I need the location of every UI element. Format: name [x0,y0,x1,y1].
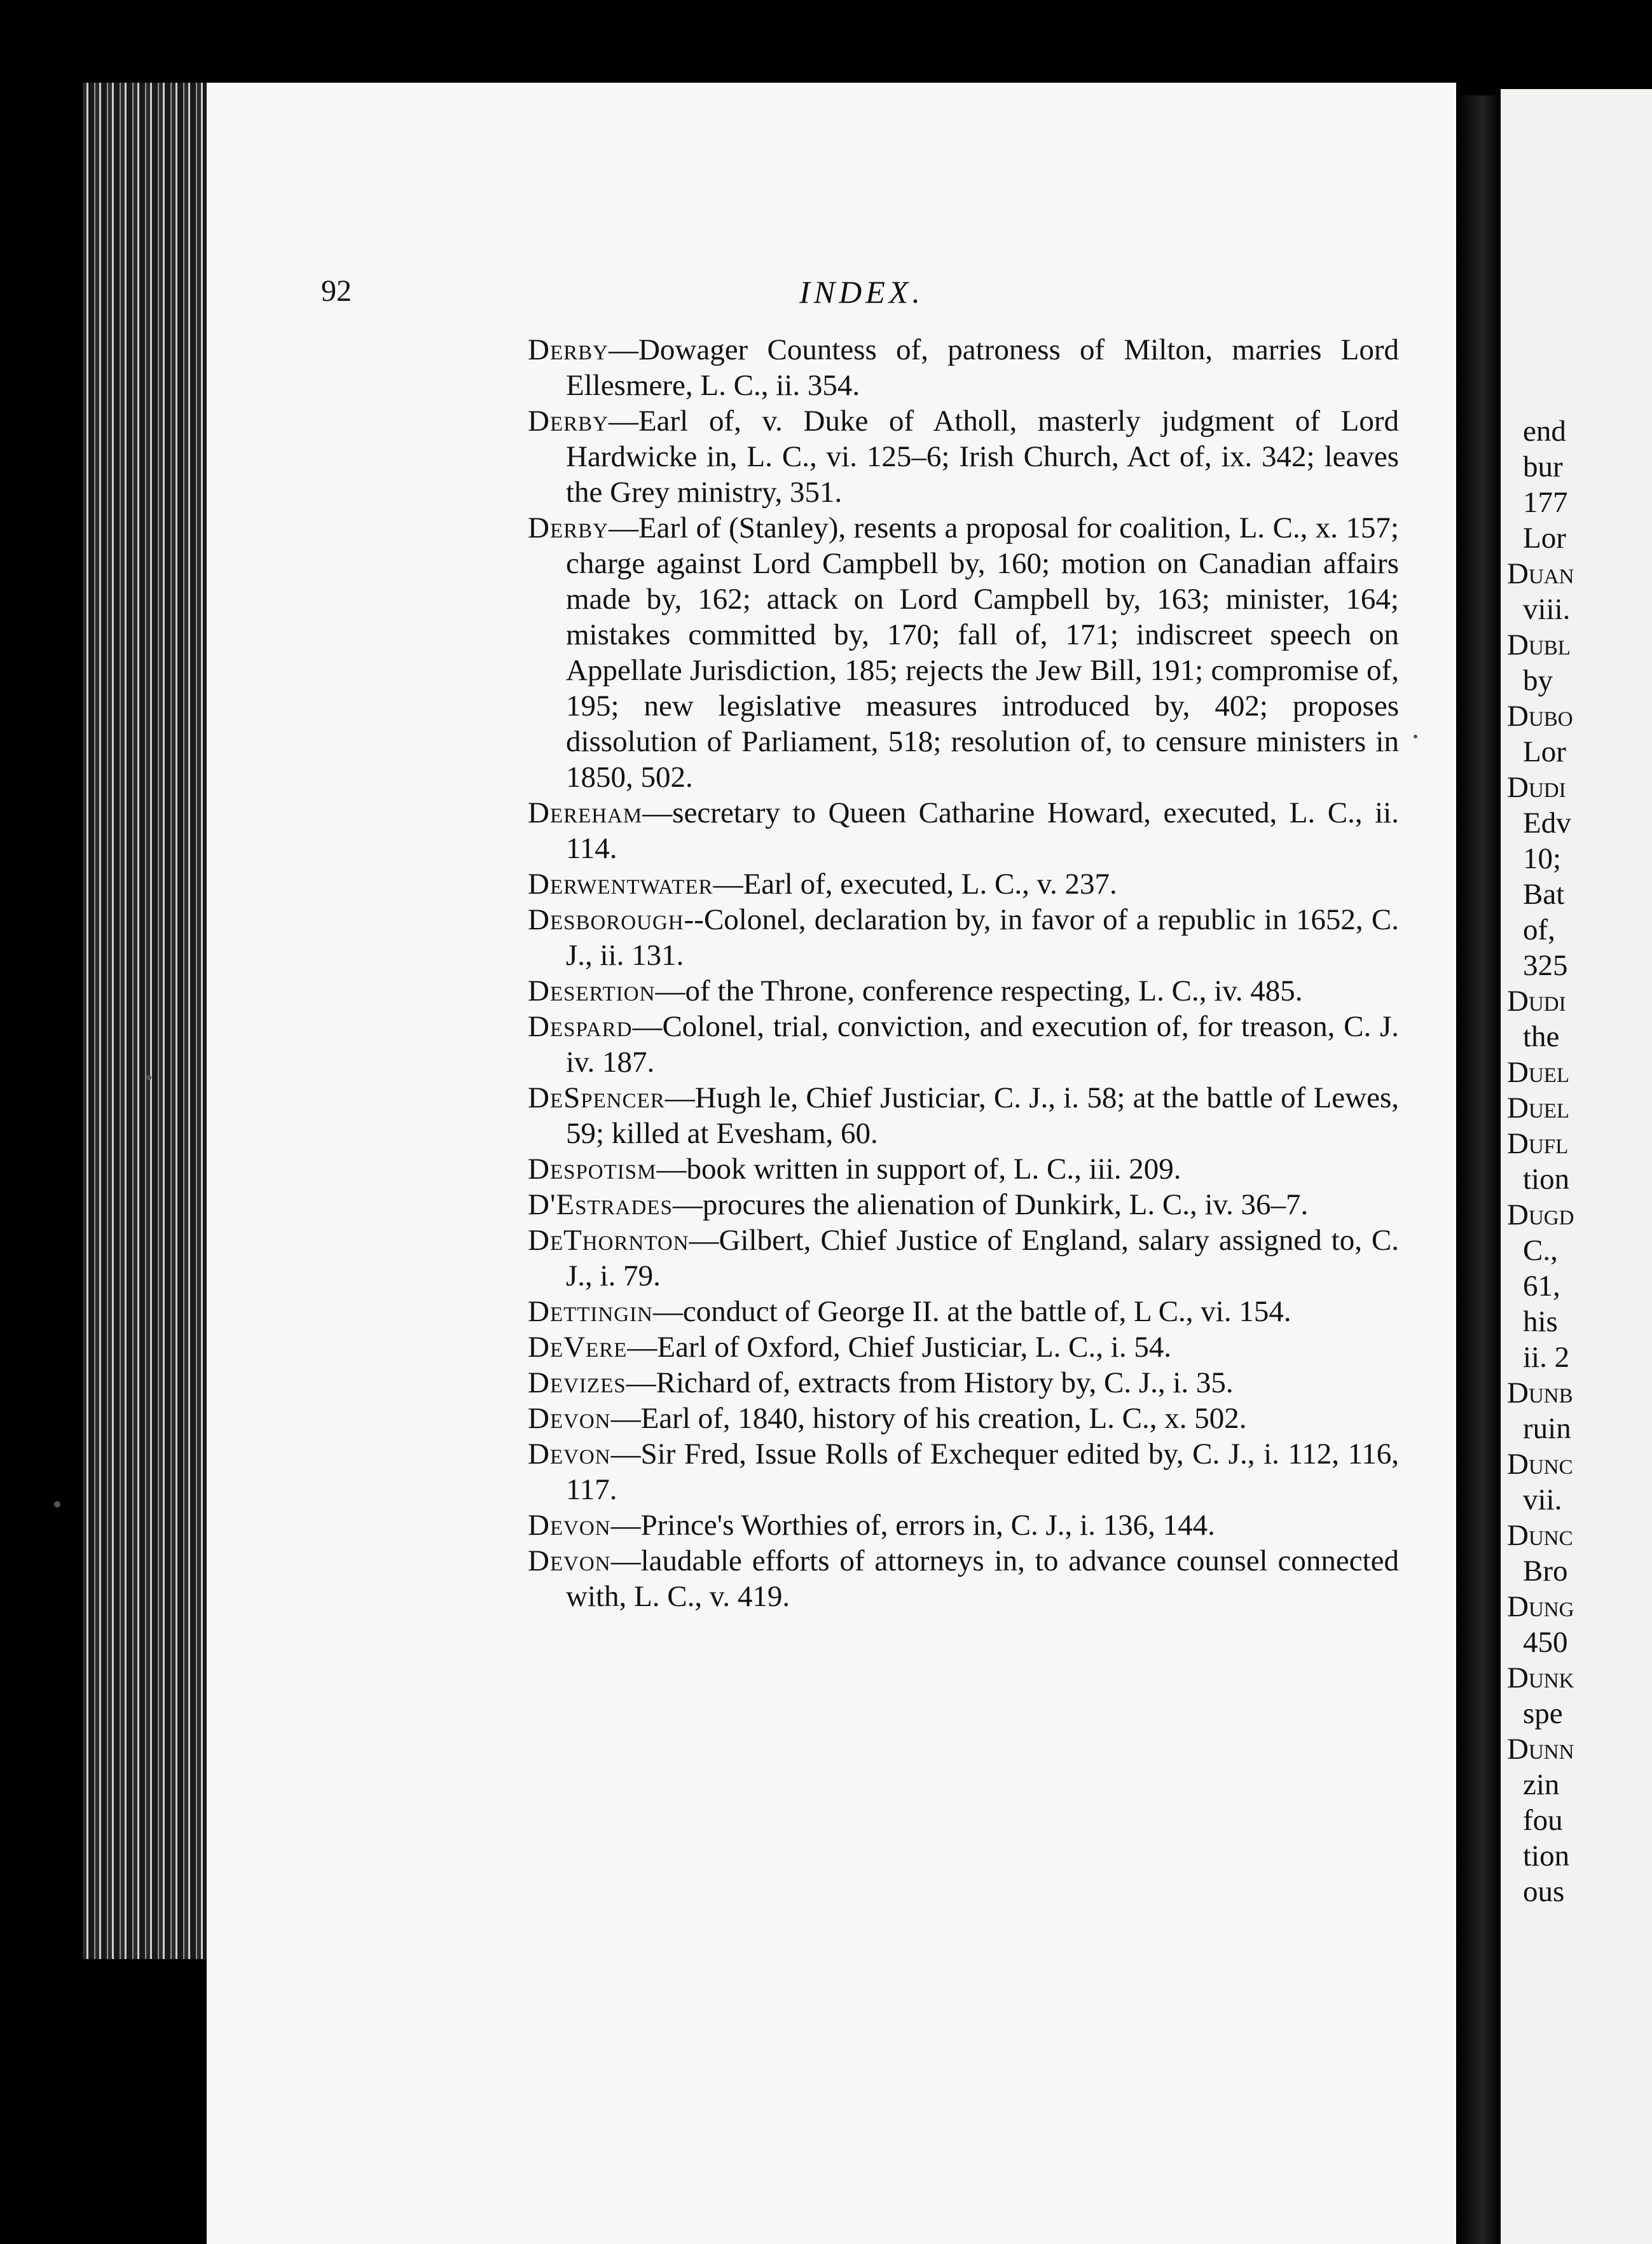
facing-page-line: spe [1523,1697,1563,1730]
entry-headword: Devon [528,1544,611,1577]
index-entry [528,1436,1399,1507]
facing-page-line: 61, [1523,1270,1560,1303]
dust-speck [146,1075,151,1080]
entry-headword: Desborough [528,903,684,936]
facing-page-line: vii. [1523,1483,1562,1516]
facing-page-line: Dufl [1507,1127,1569,1160]
facing-page-fragment [1501,89,1652,2244]
entry-headword: Devon [528,1437,611,1471]
facing-page-line: Dunn [1507,1733,1574,1766]
index-entry [528,902,1399,973]
entry-text: —Hugh le, Chief Justiciar, C. J., i. 58; at the battle of Lewes, 59; killed at Evesham, 60. [566,1081,1399,1150]
entry-text: —Prince's Worthies of, errors in, C. J., i. 136, 144. [610,1509,1215,1542]
facing-page-line: ruin [1523,1412,1571,1445]
page-number: 92 [321,274,352,308]
facing-page-line: Dubl [1507,628,1571,661]
facing-page-line: his [1523,1305,1558,1338]
facing-page-line: fou [1523,1804,1563,1837]
facing-page-line: 10; [1523,842,1562,875]
index-entry [528,1009,1399,1080]
entry-headword: Derby [528,405,609,438]
entry-headword: DeVere [528,1331,628,1364]
page-header [321,274,1402,331]
facing-page-line: Edv [1523,807,1571,840]
facing-page-line: Dunc [1507,1519,1573,1552]
index-entry [528,1543,1399,1614]
index-entry [528,1294,1399,1329]
facing-page-line: Bat [1523,878,1565,911]
entry-text: —Earl of Oxford, Chief Justiciar, L. C., i. 54. [627,1331,1172,1364]
facing-page-line: Lor [1523,735,1566,768]
entry-text: —secretary to Queen Catharine Howard, executed, L. C., ii. 114. [566,796,1399,865]
entry-text: —Earl of, 1840, history of his creation, L. C., x. 502. [610,1402,1247,1435]
facing-page-line: Dunc [1507,1448,1573,1481]
entry-text: —Sir Fred, Issue Rolls of Exchequer edited by, C. J., i. 112, 116, 117. [566,1437,1399,1506]
entry-text: —of the Throne, conference respecting, L. C., iv. 485. [655,974,1303,1008]
index-entry [528,1365,1399,1401]
entry-headword: Devon [528,1509,611,1542]
entry-text: —book written in support of, L. C., iii. 209. [656,1153,1181,1186]
index-entry [528,1151,1399,1187]
facing-page-line: Bro [1523,1555,1568,1588]
entry-headword: Devizes [528,1366,626,1399]
index-entries [528,332,1399,1614]
facing-page-line: Duan [1507,557,1574,590]
facing-page-line: by [1523,664,1553,697]
entry-text: —Gilbert, Chief Justice of England, salary assigned to, C. J., i. 79. [566,1224,1399,1292]
facing-page-line: Dudi [1507,985,1566,1018]
facing-page-line: C., [1523,1234,1558,1267]
entry-headword: Derwentwater [528,868,713,901]
entry-text: —Colonel, trial, conviction, and execution of, for treason, C. J. iv. 187. [566,1010,1399,1079]
book-gutter [1456,95,1501,2244]
entry-text: —Earl of, v. Duke of Atholl, masterly judgment of Lord Hardwicke in, L. C., vi. 125–6; Irish Church, Act of, ix. 342; leaves the Grey ministry, 351. [566,405,1399,509]
facing-page-line: zin [1523,1768,1560,1801]
entry-headword: Dereham [528,796,643,829]
index-entry [528,1222,1399,1294]
entry-headword: Derby [528,333,609,366]
entry-text: —Richard of, extracts from History by, C. J., i. 35. [626,1366,1234,1399]
entry-headword: DeThornton [528,1224,689,1257]
entry-headword: Derby [528,511,609,544]
facing-page-line: of, [1523,913,1555,946]
entry-text: --Colonel, declaration by, in favor of a republic in 1652, C. J., ii. 131. [566,903,1399,972]
facing-page-line: Duel [1507,1091,1570,1125]
facing-page-line: 177 [1523,486,1568,519]
index-entry [528,973,1399,1009]
book-page-edges [83,83,219,1959]
entry-headword: Devon [528,1402,611,1435]
facing-page-line: bur [1523,450,1563,483]
index-entry [528,1187,1399,1222]
facing-page-line: Dudi [1507,771,1566,804]
entry-headword: Desertion [528,974,656,1008]
facing-page-line: viii. [1523,593,1571,626]
entry-text: —procures the alienation of Dunkirk, L. C., iv. 36–7. [672,1188,1309,1221]
entry-headword: Despotism [528,1153,657,1186]
facing-page-line: 450 [1523,1626,1568,1659]
facing-page-line: Duel [1507,1056,1570,1089]
index-entry [528,1080,1399,1151]
facing-page-line: tion [1523,1839,1570,1873]
facing-page-line: ii. 2 [1523,1341,1570,1374]
entry-headword: Dettingin [528,1295,653,1328]
entry-text: —Earl of (Stanley), resents a proposal for coalition, L. C., x. 157; charge against Lord Campbell by, 160; motion on Canadian affairs made by, 162; attack on Lord Campbell by, 163; minister, 164; mistakes committed by, 170; fall of, 171; indiscreet speech on Appellate Jurisdiction, 185; rejects the Jew Bill, 191; compromise of, 195; new legislative measures introduced by, 402; proposes dissolution of Parliament, 518; resolution of, to censure ministers in 1850, 502. [566,511,1399,794]
entry-headword: DeSpencer [528,1081,665,1114]
entry-headword: Despard [528,1010,633,1043]
index-entry [528,866,1399,902]
entry-text: —Dowager Countess of, patroness of Milton, marries Lord Ellesmere, L. C., ii. 354. [566,333,1399,402]
entry-text: —Earl of, executed, L. C., v. 237. [713,868,1117,901]
facing-page-line: tion [1523,1163,1570,1196]
facing-page-line: end [1523,415,1566,448]
index-entry [528,1329,1399,1365]
facing-page-line: Dubo [1507,700,1573,733]
entry-text: —laudable efforts of attorneys in, to advance counsel connected with, L. C., v. 419. [566,1544,1399,1613]
entry-headword: D'Estrades [528,1188,673,1221]
index-entry [528,1507,1399,1543]
entry-text: —conduct of George II. at the battle of, L C., vi. 154. [652,1295,1291,1328]
facing-page-line: the [1523,1020,1560,1053]
facing-page-line: Dunk [1507,1661,1574,1694]
facing-page-line: 325 [1523,949,1568,982]
facing-page-lines [1507,413,1652,1909]
facing-page-line: ous [1523,1875,1565,1908]
facing-page-line: Dugd [1507,1198,1574,1231]
facing-page-line: Dunb [1507,1376,1573,1409]
running-head: INDEX. [799,274,924,310]
index-entry [528,332,1399,403]
dust-speck [1414,735,1417,738]
index-entry [528,795,1399,866]
index-entry [528,1401,1399,1436]
dust-speck [54,1501,60,1507]
index-entry [528,403,1399,510]
index-entry [528,510,1399,795]
facing-page-line: Dung [1507,1590,1574,1623]
facing-page-line: Lor [1523,522,1566,555]
